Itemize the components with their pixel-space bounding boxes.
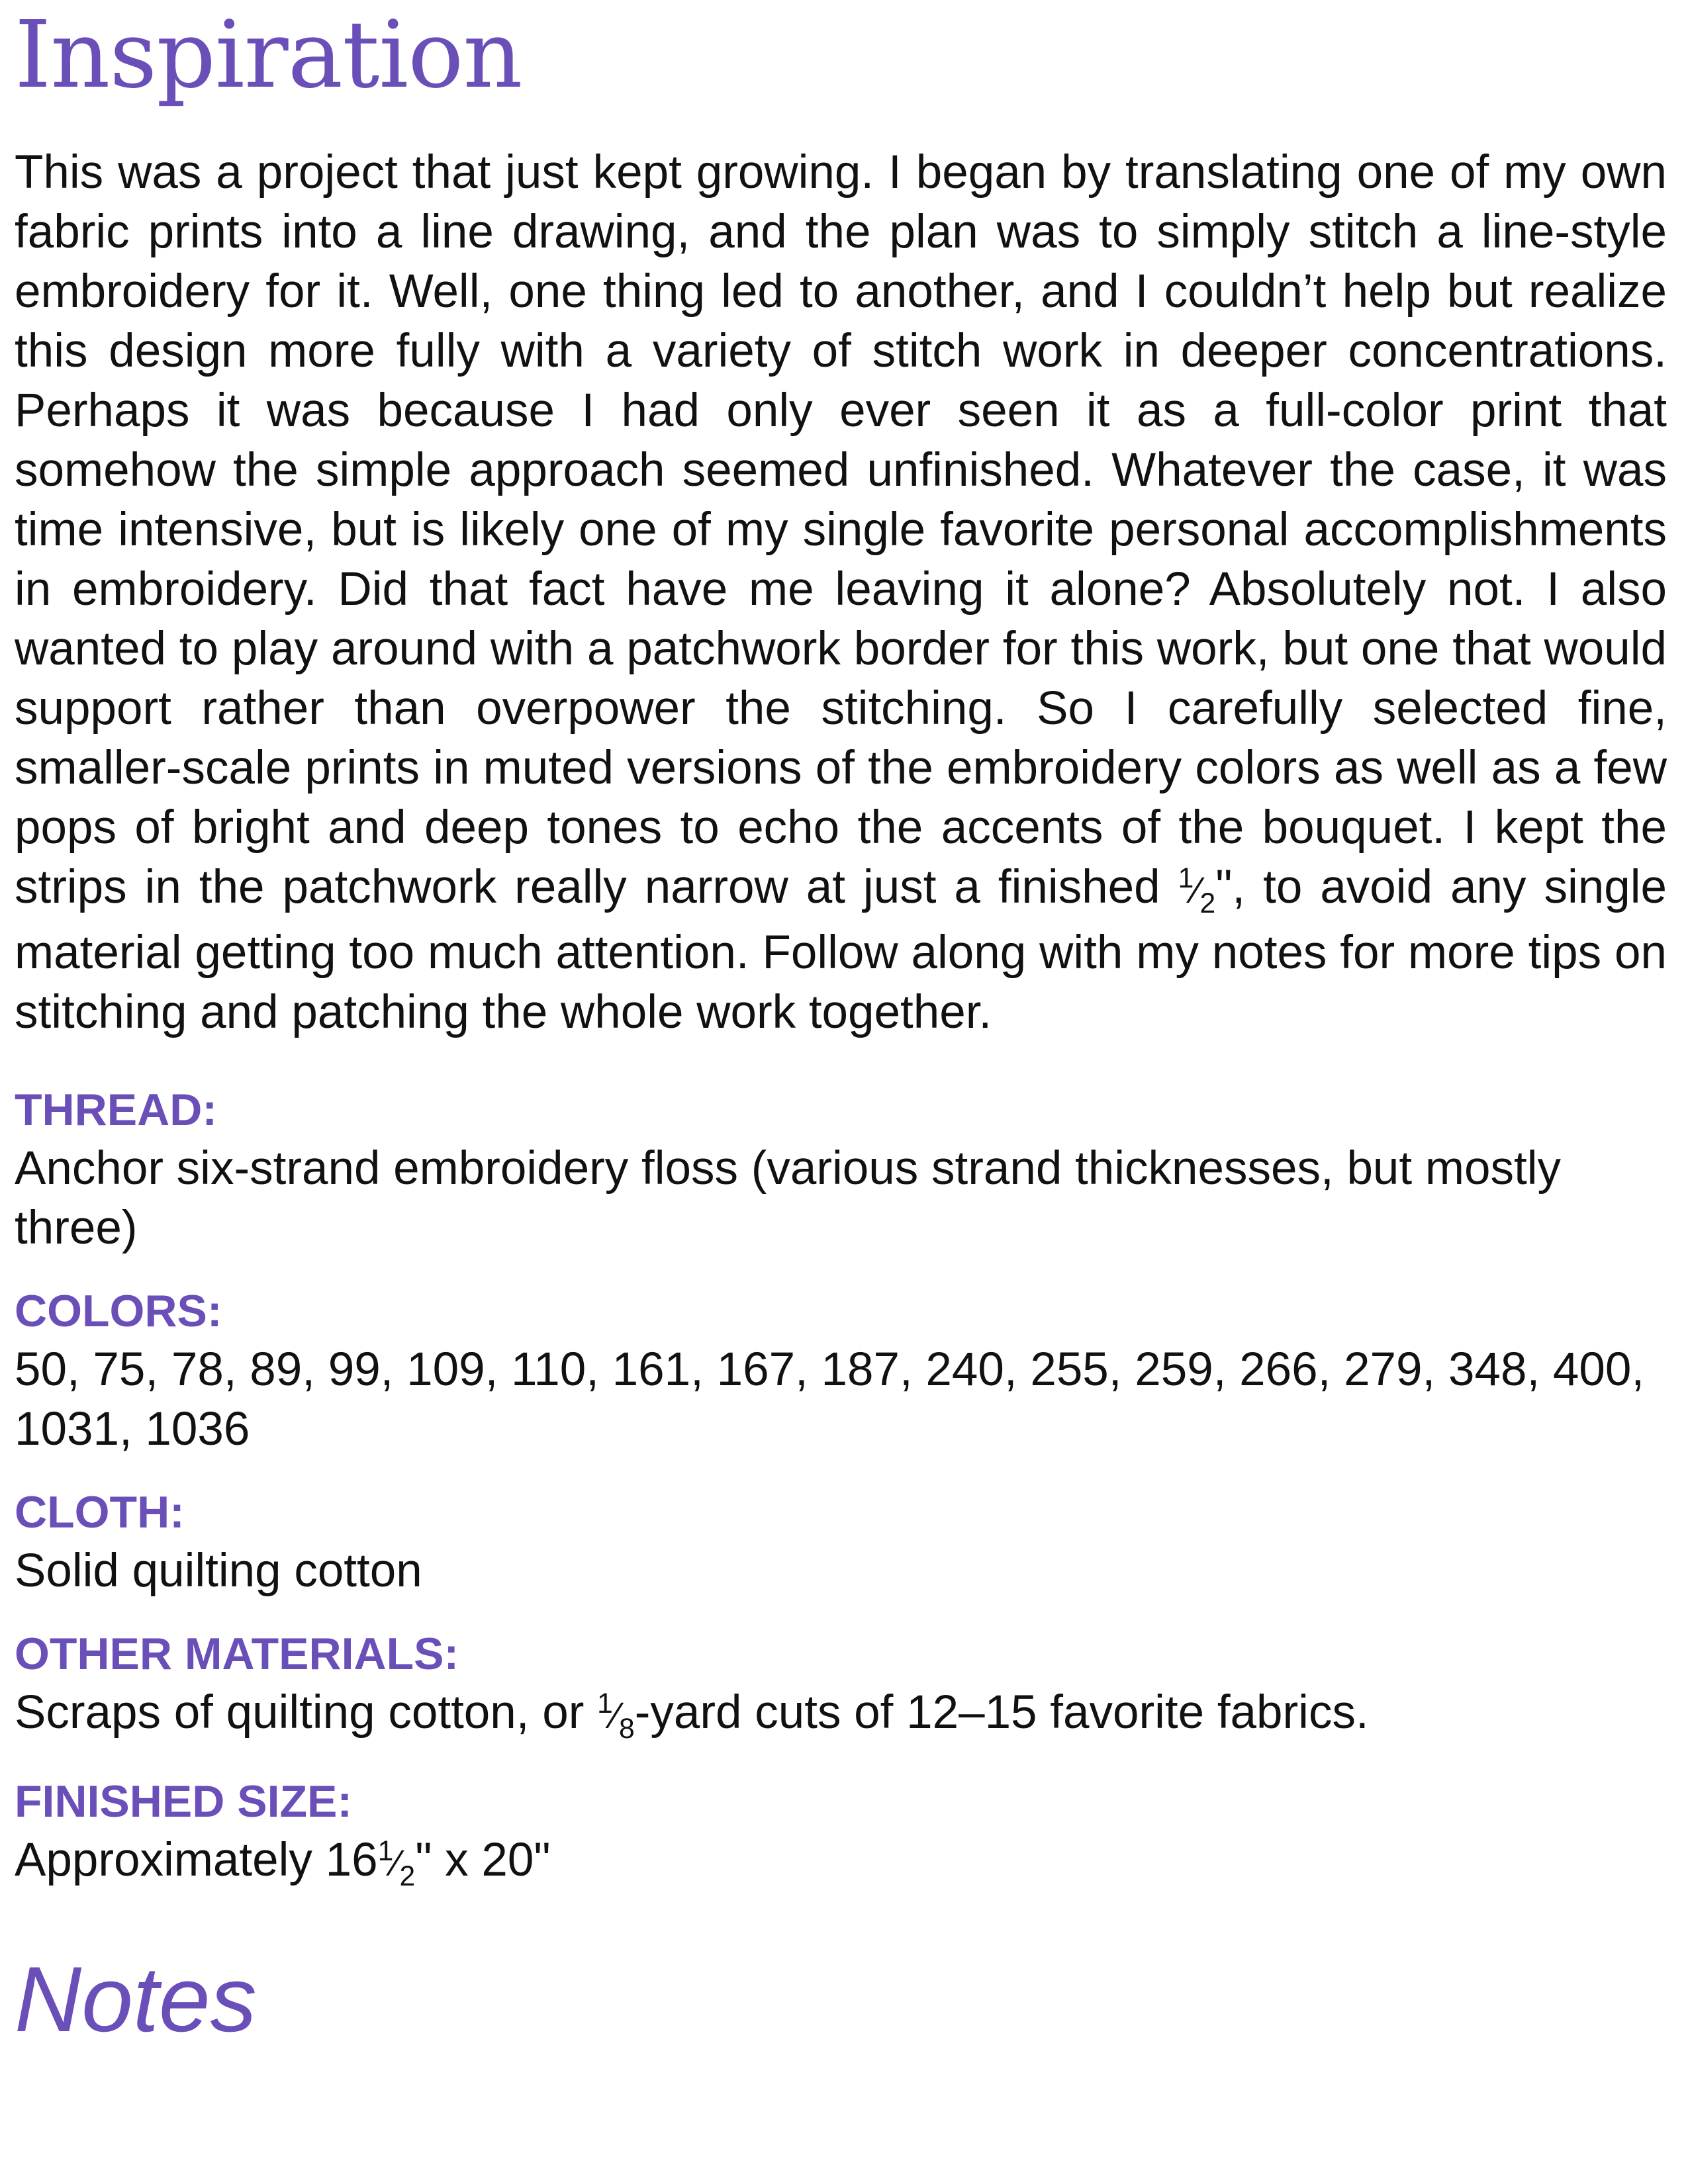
intro-text-2: ", to avoid any single material getting too much attention. Follow along with my notes for more tips on stitching and patching the whole work together. — [15, 861, 1667, 1038]
fraction-eighth: 1⁄8 — [597, 1687, 635, 1745]
intro-paragraph — [15, 143, 1667, 1042]
thread-section — [15, 1083, 1667, 1258]
thread-value: Anchor six-strand embroidery floss (various strand thicknesses, but mostly three) — [15, 1142, 1561, 1254]
other-materials-label: OTHER MATERIALS: — [15, 1629, 459, 1679]
notes-heading: Notes — [15, 1947, 257, 2051]
page — [15, 0, 1667, 2051]
finished-size-section — [15, 1775, 1667, 1896]
cloth-label: CLOTH: — [15, 1487, 185, 1537]
fraction-half-size: 1⁄2 — [377, 1835, 416, 1892]
intro-text-1: This was a project that just kept growing. I began by translating one of my own fabric prints into a line drawing, and the plan was to simply stitch a line-style embroidery for it. Well, one thing led to another, and I couldn’t help but realize this design more fully with a variety of stitch work in deeper concentrations. Perhaps it was because I had only ever seen it as a full-color print that somehow the simple approach seemed unfinished. Whatever the case, it was time intensive, but is likely one of my single favorite personal accomplishments in embroidery. Did that fact have me leaving it alone? Absolutely not. I also wanted to play around with a patchwork border for this work, but one that would support rather than overpower the stitching. So I carefully selected fine, smaller-scale prints in muted versions of the embroidery colors as well as a few pops of bright and deep tones to echo the accents of the bouquet. I kept the strips in the patchwork really narrow at just a finished — [15, 146, 1667, 913]
other-materials-section — [15, 1627, 1667, 1749]
page-title: Inspiration — [15, 1, 522, 109]
fraction-half: 1⁄2 — [1178, 862, 1216, 919]
finished-size-value: Approximately 161⁄2" x 20" — [15, 1834, 551, 1892]
cloth-value: Solid quilting cotton — [15, 1545, 422, 1597]
finished-size-label: FINISHED SIZE: — [15, 1776, 353, 1827]
other-materials-value: Scraps of quilting cotton, or 1⁄8-yard cuts of 12–15 favorite fabrics. — [15, 1686, 1369, 1745]
colors-section — [15, 1285, 1667, 1459]
colors-value: 50, 75, 78, 89, 99, 109, 110, 161, 167, 187, 240, 255, 259, 266, 279, 348, 400, 1031, 1036 — [15, 1343, 1645, 1455]
colors-label: COLORS: — [15, 1286, 222, 1336]
thread-label: THREAD: — [15, 1085, 217, 1135]
cloth-section — [15, 1486, 1667, 1601]
